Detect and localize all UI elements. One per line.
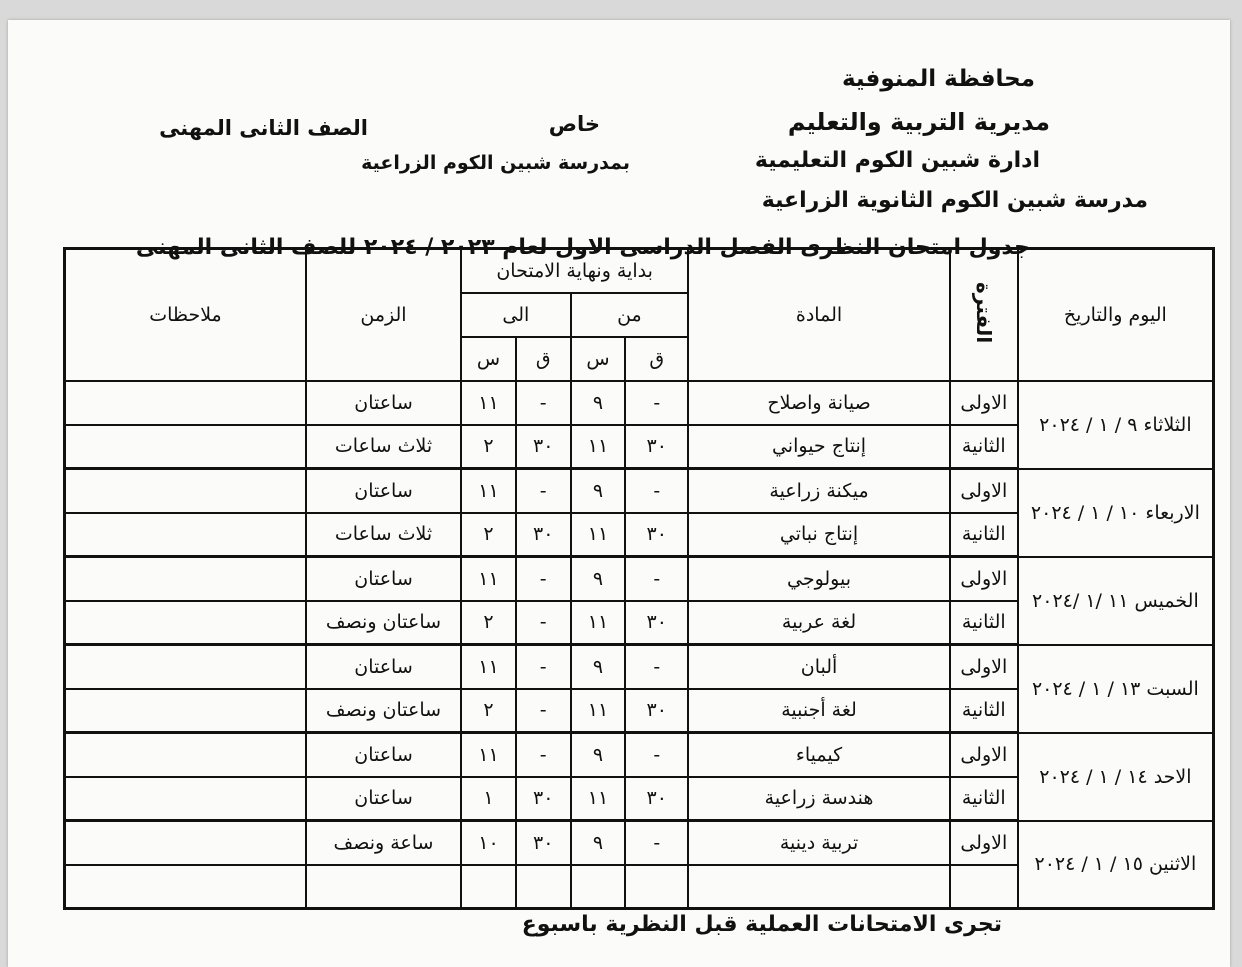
day-date-cell: الاثنين ١٥ / ١ / ٢٠٢٤ xyxy=(1018,821,1214,909)
to-m-cell: - xyxy=(516,557,571,601)
to-m-cell: ٣٠ xyxy=(516,821,571,865)
duration-cell: ساعتان ونصف xyxy=(306,601,461,645)
administration-label: ادارة شبين الكوم التعليمية xyxy=(754,148,1040,173)
notes-cell xyxy=(65,777,306,821)
duration-cell: ساعتان xyxy=(306,733,461,777)
from-h-cell: ١١ xyxy=(571,689,626,733)
subject-cell: إنتاج نباتي xyxy=(688,513,950,557)
col-to-minute: ق xyxy=(516,337,571,381)
table-row xyxy=(65,821,1214,865)
period-cell: الثانية xyxy=(950,777,1018,821)
col-from-hour: س xyxy=(571,337,626,381)
at-school-label: بمدرسة شبين الكوم الزراعية xyxy=(361,152,630,174)
to-m-cell: ٣٠ xyxy=(516,425,571,469)
period-cell: الاولى xyxy=(950,381,1018,425)
from-m-cell: - xyxy=(625,469,688,513)
from-m-cell: ٣٠ xyxy=(625,689,688,733)
col-to-hour: س xyxy=(461,337,516,381)
from-m-cell: - xyxy=(625,645,688,689)
to-h-cell: ١١ xyxy=(461,381,516,425)
col-duration-header: الزمن xyxy=(306,249,461,381)
governorate-label: محافظة المنوفية xyxy=(841,66,1035,92)
from-m-cell: - xyxy=(625,733,688,777)
to-h-cell: ٢ xyxy=(461,689,516,733)
day-date-cell: الخميس ١١ /١ /٢٠٢٤ xyxy=(1018,557,1214,645)
to-m-cell: - xyxy=(516,381,571,425)
to-m-cell xyxy=(516,865,571,909)
to-m-cell: - xyxy=(516,689,571,733)
to-m-cell: - xyxy=(516,601,571,645)
duration-cell: ثلاث ساعات xyxy=(306,513,461,557)
period-cell: الاولى xyxy=(950,821,1018,865)
notes-cell xyxy=(65,557,306,601)
to-h-cell: ١١ xyxy=(461,645,516,689)
subject-cell: صيانة واصلاح xyxy=(688,381,950,425)
school-label: مدرسة شبين الكوم الثانوية الزراعية xyxy=(761,188,1148,213)
col-from-header: من xyxy=(571,293,689,337)
to-m-cell: ٣٠ xyxy=(516,777,571,821)
subject-cell: كيمياء xyxy=(688,733,950,777)
from-h-cell: ٩ xyxy=(571,381,626,425)
to-h-cell: ١١ xyxy=(461,733,516,777)
notes-cell xyxy=(65,689,306,733)
col-start-end-header: بداية ونهاية الامتحان xyxy=(461,249,688,293)
schedule-title: جدول امتحان النظرى الفصل الدراسى الاول لعام ٢٠٢٣ / ٢٠٢٤ للصف الثانى المهنى xyxy=(135,235,1030,260)
from-m-cell: ٣٠ xyxy=(625,425,688,469)
notes-cell xyxy=(65,381,306,425)
duration-cell: ساعتان xyxy=(306,381,461,425)
period-cell: الثانية xyxy=(950,689,1018,733)
period-cell: الاولى xyxy=(950,733,1018,777)
footer-note: تجرى الامتحانات العملية قبل النظرية باسبوع xyxy=(521,912,1002,937)
notes-cell xyxy=(65,645,306,689)
to-h-cell: ٢ xyxy=(461,601,516,645)
notes-cell xyxy=(65,733,306,777)
period-cell: الاولى xyxy=(950,557,1018,601)
duration-cell: ساعتان ونصف xyxy=(306,689,461,733)
from-h-cell xyxy=(571,865,626,909)
subject-cell xyxy=(688,865,950,909)
notes-cell xyxy=(65,469,306,513)
to-h-cell: ١١ xyxy=(461,557,516,601)
from-h-cell: ٩ xyxy=(571,733,626,777)
from-h-cell: ١١ xyxy=(571,777,626,821)
subject-cell: لغة عربية xyxy=(688,601,950,645)
notes-cell xyxy=(65,865,306,909)
from-h-cell: ١١ xyxy=(571,513,626,557)
directorate-label: مديرية التربية والتعليم xyxy=(787,108,1050,136)
from-h-cell: ٩ xyxy=(571,557,626,601)
col-period-header: الفترة xyxy=(950,249,1018,381)
table-row xyxy=(65,733,1214,777)
subject-cell: لغة أجنبية xyxy=(688,689,950,733)
duration-cell: ثلاث ساعات xyxy=(306,425,461,469)
day-date-cell: الاحد ١٤ / ١ / ٢٠٢٤ xyxy=(1018,733,1214,821)
col-to-header: الى xyxy=(461,293,571,337)
from-m-cell: - xyxy=(625,381,688,425)
from-h-cell: ٩ xyxy=(571,469,626,513)
period-cell: الثانية xyxy=(950,513,1018,557)
subject-cell: بيولوجي xyxy=(688,557,950,601)
subject-cell: تربية دينية xyxy=(688,821,950,865)
notes-cell xyxy=(65,425,306,469)
grade-label: الصف الثانى المهنى xyxy=(159,116,368,140)
day-date-cell: الاربعاء ١٠ / ١ / ٢٠٢٤ xyxy=(1018,469,1214,557)
period-cell: الثانية xyxy=(950,601,1018,645)
notes-cell xyxy=(65,821,306,865)
to-m-cell: - xyxy=(516,733,571,777)
duration-cell: ساعتان xyxy=(306,645,461,689)
from-h-cell: ٩ xyxy=(571,821,626,865)
khas-label: خاص xyxy=(548,112,600,136)
period-cell: الاولى xyxy=(950,645,1018,689)
period-cell xyxy=(950,865,1018,909)
col-day-header: اليوم والتاريخ xyxy=(1018,249,1214,381)
to-h-cell: ١ xyxy=(461,777,516,821)
table-row xyxy=(65,381,1214,425)
from-m-cell: - xyxy=(625,557,688,601)
to-h-cell: ٢ xyxy=(461,513,516,557)
to-m-cell: ٣٠ xyxy=(516,513,571,557)
period-cell: الاولى xyxy=(950,469,1018,513)
col-from-minute: ق xyxy=(625,337,688,381)
from-m-cell xyxy=(625,865,688,909)
exam-schedule-table xyxy=(63,247,1215,910)
col-notes-header: ملاحظات xyxy=(65,249,306,381)
col-subject-header: المادة xyxy=(688,249,950,381)
from-m-cell: - xyxy=(625,821,688,865)
to-m-cell: - xyxy=(516,469,571,513)
table-row xyxy=(65,469,1214,513)
subject-cell: ألبان xyxy=(688,645,950,689)
to-h-cell xyxy=(461,865,516,909)
to-m-cell: - xyxy=(516,645,571,689)
table-row xyxy=(65,645,1214,689)
table-row xyxy=(65,557,1214,601)
duration-cell: ساعتان xyxy=(306,777,461,821)
notes-cell xyxy=(65,513,306,557)
subject-cell: إنتاج حيواني xyxy=(688,425,950,469)
from-h-cell: ٩ xyxy=(571,645,626,689)
from-m-cell: ٣٠ xyxy=(625,777,688,821)
to-h-cell: ٢ xyxy=(461,425,516,469)
day-date-cell: الثلاثاء ٩ / ١ / ٢٠٢٤ xyxy=(1018,381,1214,469)
from-m-cell: ٣٠ xyxy=(625,601,688,645)
subject-cell: هندسة زراعية xyxy=(688,777,950,821)
from-m-cell: ٣٠ xyxy=(625,513,688,557)
subject-cell: ميكنة زراعية xyxy=(688,469,950,513)
duration-cell: ساعتان xyxy=(306,557,461,601)
notes-cell xyxy=(65,601,306,645)
period-cell: الثانية xyxy=(950,425,1018,469)
to-h-cell: ١٠ xyxy=(461,821,516,865)
duration-cell: ساعة ونصف xyxy=(306,821,461,865)
from-h-cell: ١١ xyxy=(571,601,626,645)
day-date-cell: السبت ١٣ / ١ / ٢٠٢٤ xyxy=(1018,645,1214,733)
to-h-cell: ١١ xyxy=(461,469,516,513)
from-h-cell: ١١ xyxy=(571,425,626,469)
duration-cell xyxy=(306,865,461,909)
duration-cell: ساعتان xyxy=(306,469,461,513)
